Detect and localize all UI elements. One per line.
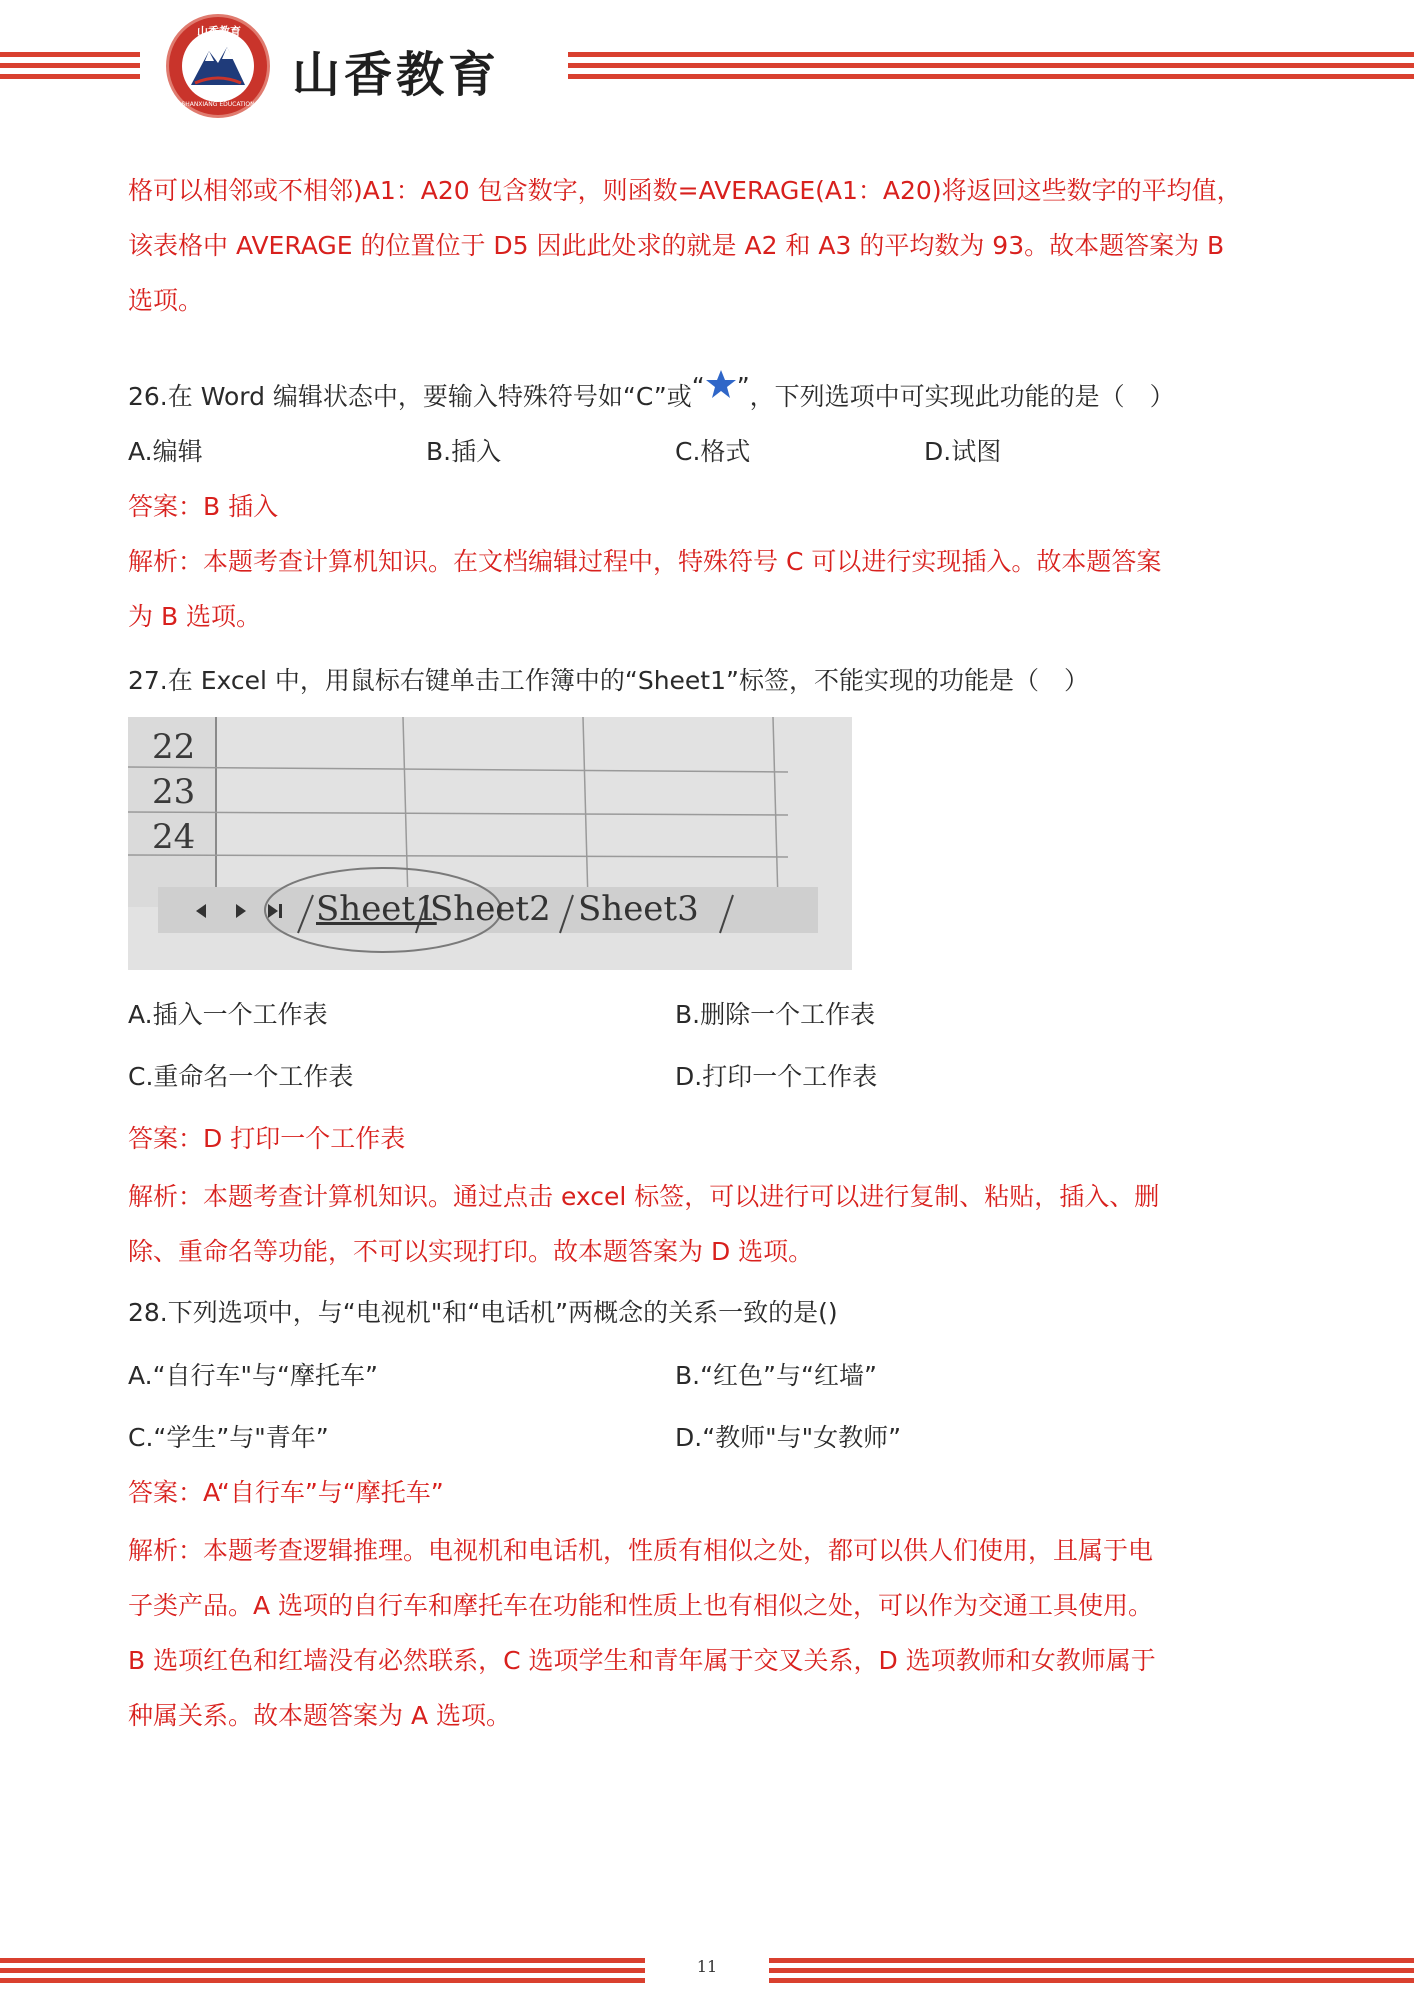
intro-line: 格可以相邻或不相邻)A1：A20 包含数字，则函数=AVERAGE(A1：A20)将返回这些数字的平均值， (128, 176, 1242, 205)
q27-option-d: D.打印一个工作表 (675, 1062, 878, 1091)
star-icon (705, 369, 737, 399)
question-26 (128, 372, 1175, 414)
q27-option-c: C.重命名一个工作表 (128, 1062, 354, 1091)
q27-answer: 答案：D 打印一个工作表 (128, 1124, 406, 1153)
q27-analysis-line: 解析：本题考查计算机知识。通过点击 excel 标签，可以进行可以进行复制、粘贴，插入、删 (128, 1182, 1160, 1211)
excel-sheet-tab[interactable]: Sheet2 (430, 889, 551, 929)
footer-stripe-right-1 (769, 1958, 1414, 1963)
header-stripe-right-2 (568, 63, 1414, 68)
intro-line: 该表格中 AVERAGE 的位置位于 D5 因此此处求的就是 A2 和 A3 的平均数为 93。故本题答案为 B (128, 231, 1225, 260)
footer-stripe-right-3 (769, 1978, 1414, 1983)
q28-analysis-line: 种属关系。故本题答案为 A 选项。 (128, 1701, 511, 1730)
footer-stripe-left-3 (0, 1978, 645, 1983)
q26-analysis-line: 解析：本题考查计算机知识。在文档编辑过程中，特殊符号 C 可以进行实现插入。故本题答案 (128, 547, 1162, 576)
q28-option-c: C.“学生”与"青年” (128, 1423, 329, 1452)
header-stripe-left-2 (0, 63, 140, 68)
q26-option-b: B.插入 (426, 437, 502, 466)
header-stripe-right-3 (568, 74, 1414, 79)
excel-row-header: 22 (152, 727, 196, 767)
excel-sheet-tab[interactable]: Sheet1 (316, 889, 437, 929)
excel-screenshot (128, 717, 852, 970)
excel-row-header: 24 (152, 817, 196, 857)
footer-stripe-left-1 (0, 1958, 645, 1963)
footer-stripe-left-2 (0, 1968, 645, 1973)
q27-analysis-line: 除、重命名等功能，不可以实现打印。故本题答案为 D 选项。 (128, 1237, 814, 1266)
q28-option-d: D.“教师"与"女教师” (675, 1423, 902, 1452)
quote-close: ” (736, 372, 750, 401)
header-stripe-left-1 (0, 52, 140, 57)
q26-analysis-line: 为 B 选项。 (128, 602, 262, 631)
question-28: 28.下列选项中，与“电视机"和“电话机”两概念的关系一致的是() (128, 1298, 838, 1327)
quote-open: “ (691, 372, 705, 401)
q26-option-d: D.试图 (924, 437, 1002, 466)
q27-option-a: A.插入一个工作表 (128, 1000, 328, 1029)
q28-analysis-line: 子类产品。A 选项的自行车和摩托车在功能和性质上也有相似之处，可以作为交通工具使用。 (128, 1591, 1154, 1620)
q26-option-a: A.编辑 (128, 437, 203, 466)
q28-option-b: B.“红色”与“红墙” (675, 1361, 877, 1390)
q26-option-c: C.格式 (675, 437, 751, 466)
q28-answer: 答案：A“自行车”与“摩托车” (128, 1478, 444, 1507)
logo-subtext: SHANXIANG EDUCATION (181, 101, 255, 108)
footer-stripe-right-2 (769, 1968, 1414, 1973)
page-number: 11 (696, 1957, 718, 1976)
q28-analysis-line: B 选项红色和红墙没有必然联系，C 选项学生和青年属于交叉关系，D 选项教师和女教师属于 (128, 1646, 1156, 1675)
excel-row-header: 23 (152, 772, 196, 812)
header-stripe-right-1 (568, 52, 1414, 57)
q28-option-a: A.“自行车"与“摩托车” (128, 1361, 378, 1390)
header-stripe-left-3 (0, 74, 140, 79)
brand-title: 山香教育 (292, 47, 501, 103)
logo (166, 14, 270, 118)
question-26-text-a: 26.在 Word 编辑状态中，要输入特殊符号如“C”或 (128, 382, 692, 411)
question-27: 27.在 Excel 中，用鼠标右键单击工作簿中的“Sheet1”标签，不能实现的功能是（ ） (128, 666, 1089, 695)
q26-answer: 答案：B 插入 (128, 492, 279, 521)
excel-sheet-tab[interactable]: Sheet3 (578, 889, 699, 929)
intro-line: 选项。 (128, 286, 204, 315)
question-26-text-b: ，下列选项中可实现此功能的是（ ） (749, 382, 1175, 411)
q27-option-b: B.删除一个工作表 (675, 1000, 876, 1029)
logo-text: 山香教育 (197, 25, 241, 38)
q28-analysis-line: 解析：本题考查逻辑推理。电视机和电话机，性质有相似之处，都可以供人们使用，且属于电 (128, 1536, 1154, 1565)
